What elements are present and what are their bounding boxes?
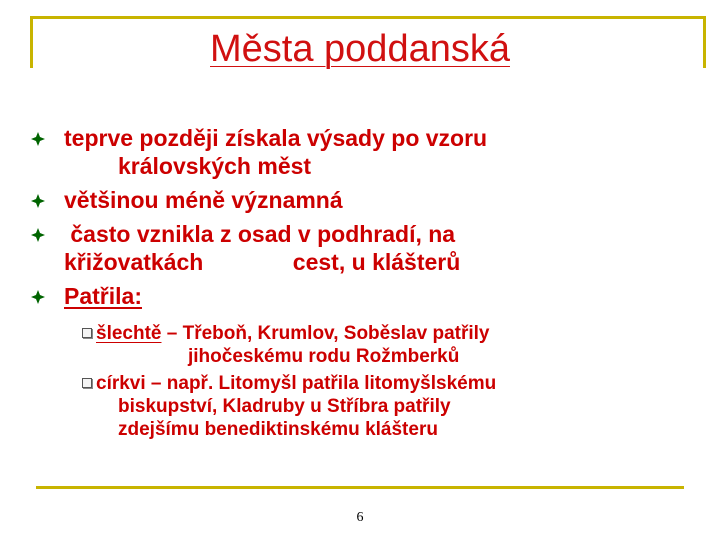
square-bullet-icon <box>82 378 92 388</box>
sub-bullet-text-continued: biskupství, Kladruby u Stříbra patřily <box>118 396 451 417</box>
bullet-text: většinou méně významná <box>64 187 343 213</box>
sub-bullet-item <box>30 372 690 441</box>
bullet-text-continued: křižovatkách cest, u klášterů <box>64 249 461 275</box>
bullet-item <box>30 282 690 310</box>
sub-bullet-text: – např. Litomyšl patřila litomyšlskému <box>145 373 497 394</box>
bullet-text-continued: královských měst <box>118 153 312 179</box>
sub-bullet-term: církvi <box>96 373 146 394</box>
diamond-bullet-icon <box>30 289 46 305</box>
bullet-item <box>30 186 690 214</box>
frame-top-line <box>30 16 706 19</box>
bullet-item <box>30 220 690 276</box>
bullet-list <box>30 124 690 445</box>
bullet-text: Patřila: <box>64 283 142 309</box>
page-number: 6 <box>356 510 364 525</box>
sub-bullet-text: – Třeboň, Krumlov, Soběslav patřily <box>161 323 490 344</box>
sub-bullet-text-continued: zdejšímu benediktinskému klášteru <box>118 419 438 440</box>
sub-bullet-term: šlechtě <box>96 323 162 344</box>
frame-bottom-line <box>36 486 684 489</box>
sub-bullet-item <box>30 322 690 368</box>
slide-title: Města poddanská <box>210 28 510 70</box>
bullet-text: často vznikla z osad v podhradí, na <box>64 221 456 247</box>
diamond-bullet-icon <box>30 193 46 209</box>
bullet-text: teprve později získala výsady po vzoru <box>64 125 488 151</box>
diamond-bullet-icon <box>30 227 46 243</box>
sub-bullet-text-continued: jihočeskému rodu Rožmberků <box>188 346 460 367</box>
diamond-bullet-icon <box>30 131 46 147</box>
square-bullet-icon <box>82 328 92 338</box>
bullet-item <box>30 124 690 180</box>
